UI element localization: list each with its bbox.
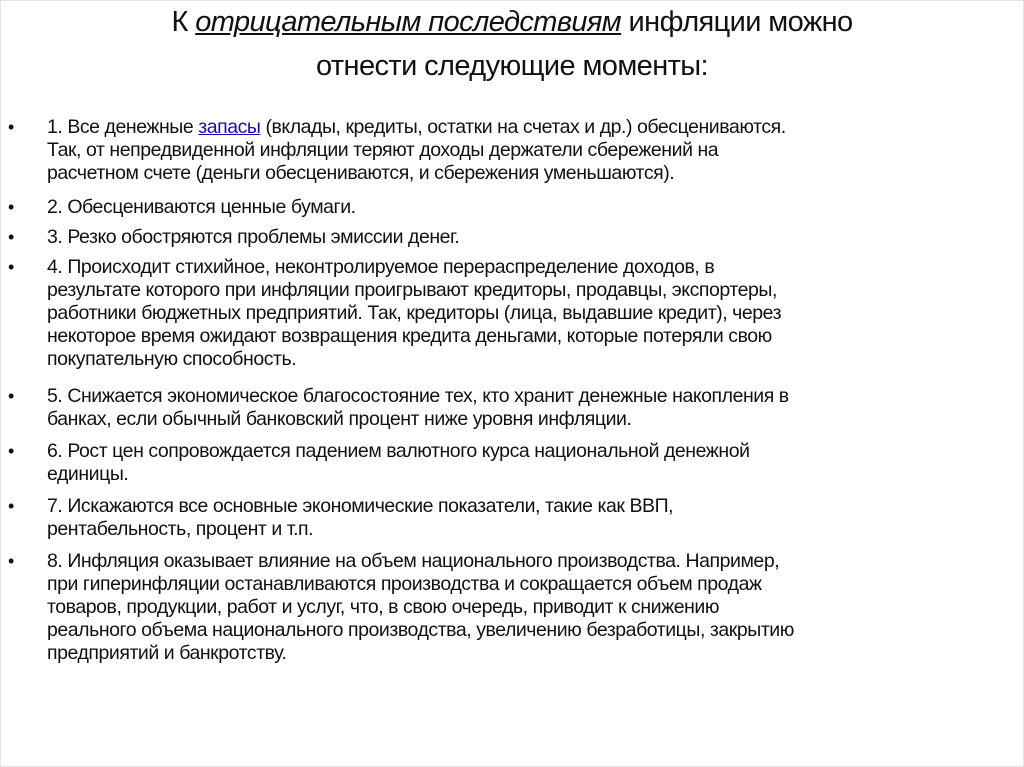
title-line-2: отнести следующие моменты: xyxy=(315,50,708,82)
item-line: 2. Обесцениваются ценные бумаги. xyxy=(47,196,356,218)
item-line: банках, если обычный банковский процент ниже уровня инфляции. xyxy=(47,408,632,430)
item-line: 3. Резко обостряются проблемы эмиссии денег. xyxy=(47,226,460,248)
item-line: 4. Происходит стихийное, неконтролируемое перераспределение доходов, в xyxy=(47,256,715,278)
title-emphasis: отрицательным последствиям xyxy=(195,6,622,38)
item-text: (вклады, кредиты, остатки на счетах и др.) обесцениваются. xyxy=(260,116,786,138)
title-suffix: инфляции можно xyxy=(621,6,853,38)
slide-title xyxy=(0,0,1024,88)
item-line: предприятий и банкротству. xyxy=(47,642,287,664)
item-line: покупательную способность. xyxy=(47,348,297,370)
item-line: единицы. xyxy=(47,463,129,485)
item-line: работники бюджетных предприятий. Так, кредиторы (лица, выдавшие кредит), через xyxy=(47,302,782,324)
zapasy-link[interactable]: запасы xyxy=(198,116,261,138)
item-line: товаров, продукции, работ и услуг, что, в свою очередь, приводит к снижению xyxy=(47,596,720,618)
title-prefix: К xyxy=(171,6,196,38)
bullet: • xyxy=(8,441,15,461)
bullet: • xyxy=(8,257,15,277)
item-line: 6. Рост цен сопровождается падением валютного курса национальной денежной xyxy=(47,440,750,462)
item-line: некоторое время ожидают возвращения кредита деньгами, которые потеряли свою xyxy=(47,325,772,347)
item-line: 7. Искажаются все основные экономические показатели, такие как ВВП, xyxy=(47,495,674,517)
item-text: 1. Все денежные xyxy=(47,116,199,138)
item-line xyxy=(47,116,786,139)
item-line: результате которого при инфляции проигрывают кредиторы, продавцы, экспортеры, xyxy=(47,279,777,301)
item-line: при гиперинфляции останавливаются производства и сокращается объем продаж xyxy=(47,573,762,595)
bullet: • xyxy=(8,386,15,406)
item-line: 5. Снижается экономическое благосостояние тех, кто хранит денежные накопления в xyxy=(47,385,789,407)
bullet: • xyxy=(8,551,15,571)
bullet: • xyxy=(8,496,15,516)
item-line: Так, от непредвиденной инфляции теряют доходы держатели сбережений на xyxy=(47,139,719,161)
title-line-1 xyxy=(0,0,1024,44)
item-line: реального объема национального производства, увеличению безработицы, закрытию xyxy=(47,619,794,641)
bullet: • xyxy=(8,227,15,247)
item-line: рентабельность, процент и т.п. xyxy=(47,518,314,540)
bullet: • xyxy=(8,117,15,137)
item-line: расчетном счете (деньги обесцениваются, и сбережения уменьшаются). xyxy=(47,162,675,184)
item-line: 8. Инфляция оказывает влияние на объем национального производства. Например, xyxy=(47,550,780,572)
bullet: • xyxy=(8,197,15,217)
